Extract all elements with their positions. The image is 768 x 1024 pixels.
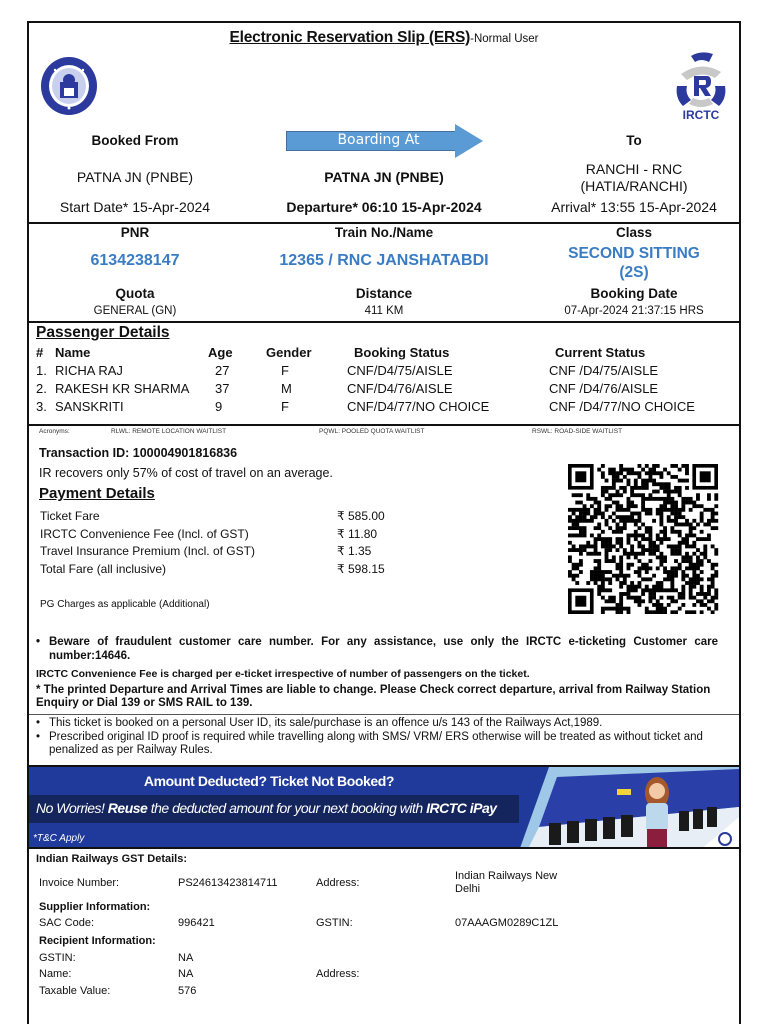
class-value: SECOND SITTING (2S) [568,245,700,281]
qr-code-icon [563,464,723,614]
payment-row-total: Total Fare (all inclusive) ₹ 598.15 [40,562,385,576]
train-info-section [29,223,739,323]
to-label: To [626,133,642,148]
rules-list [36,717,726,758]
irctc-ipay-banner[interactable] [29,765,739,849]
acronyms-row [29,427,739,439]
class-label: Class [615,225,653,240]
gst-recipient-gstin-row: GSTIN: NA [39,952,194,964]
gst-title: Indian Railways GST Details: [36,853,187,865]
irctc-logo-icon [669,48,733,122]
booking-date-value: 07-Apr-2024 21:37:15 HRS [564,305,704,317]
supplier-info-title: Supplier Information: [39,901,151,913]
payment-row: Ticket Fare ₹ 585.00 [40,509,385,523]
banner-headline: Amount Deducted? Ticket Not Booked? [143,773,395,789]
rule-item: • Prescribed original ID proof is required while travelling along with SMS/ VRM/ ERS otherwise will be treated as without ticket and penalized as per Railway Rules. [36,730,703,756]
document-title [29,29,739,47]
train-value: 12365 / RNC JANSHATABDI [279,252,489,269]
passenger-table-header: # Name Age Gender Booking Status Current Status [36,345,646,360]
passenger-details-title: Passenger Details [36,324,170,341]
booking-date-label: Booking Date [590,286,678,301]
journey-section [29,123,739,223]
gst-recipient-name-row: Name: NA Address: [39,968,360,980]
divider [29,424,739,426]
payment-details-title: Payment Details [39,485,155,502]
rule-item: • This ticket is booked on a personal User ID, its sale/purchase is an offence u/s 143 of the Railways Act,1989. [36,717,603,729]
acronym-item: RSWL: ROAD-SIDE WAITLIST [532,428,623,435]
gst-supplier-row: SAC Code: 996421 GSTIN: 07AAAGM0289C1ZL [39,917,559,929]
cost-recovery-note: IR recovers only 57% of cost of travel on an average. [39,466,333,480]
fraud-warning: • Beware of fraudulent customer care number. For any assistance, use only the IRCTC e-ticketing Customer care number:14646. [36,636,718,662]
start-date: Start Date* 15-Apr-2024 [59,199,211,215]
payment-row: IRCTC Convenience Fee (Incl. of GST) ₹ 11.80 [40,527,378,541]
timing-note: * The printed Departure and Arrival Times are liable to change. Please Check correct departure, arrival from Railway Station Enquiry or Dial 139 or SMS RAIL to 139. [36,684,711,709]
gst-taxable-row: Taxable Value: 576 [39,985,197,997]
pnr-label: PNR [120,225,150,240]
passenger-row: 3. SANSKRITI 9 F CNF/D4/77/NO CHOICE CNF /D4/77/NO CHOICE [36,399,695,414]
booked-from-label: Booked From [91,133,179,148]
indian-railways-logo-icon [40,56,98,116]
ers-document [27,21,741,1024]
pg-charges-note: PG Charges as applicable (Additional) [40,599,210,610]
boarding-station: PATNA JN (PNBE) [324,169,444,185]
boarding-at-label: Boarding At [337,132,420,148]
acronym-item: RLWL: REMOTE LOCATION WAITLIST [111,428,227,435]
passenger-row: 1. RICHA RAJ 27 F CNF/D4/75/AISLE CNF /D4/75/AISLE [36,363,659,378]
booked-from-station: PATNA JN (PNBE) [76,169,194,185]
pnr-value: 6134238147 [90,252,180,269]
distance-value: 411 KM [364,305,404,317]
svg-text:IRCTC: IRCTC [682,108,720,122]
quota-value: GENERAL (GN) [93,305,177,317]
banner-subtext: No Worries! Reuse the deducted amount for your next booking with IRCTC iPay [36,800,497,816]
acronym-item: PQWL: POOLED QUOTA WAITLIST [319,428,425,435]
boarding-at-arrow-icon [286,124,486,158]
distance-label: Distance [355,286,413,301]
train-label: Train No./Name [334,225,434,240]
gst-invoice-row: Invoice Number: PS24613423814711 Address: Indian Railways New Delhi [39,870,558,895]
recipient-info-title: Recipient Information: [39,935,156,947]
payment-row: Travel Insurance Premium (Incl. of GST) ₹ 1.35 [40,544,372,558]
passenger-details-section [29,323,739,425]
acronyms-label: Acronyms: [39,428,70,435]
title-subtitle: -Normal User [470,33,539,45]
passenger-row: 2. RAKESH KR SHARMA 37 M CNF/D4/76/AISLE CNF /D4/76/AISLE [36,381,659,396]
transaction-id: Transaction ID: 100004901816836 [39,446,238,460]
quota-label: Quota [115,286,155,301]
train-illustration-icon [519,767,739,849]
to-station: RANCHI - RNC (HATIA/RANCHI) [580,161,688,194]
departure-time: Departure* 06:10 15-Apr-2024 [286,199,482,215]
title-main: Electronic Reservation Slip (ERS) [229,29,471,46]
banner-terms: *T&C Apply [33,833,85,844]
arrival-time: Arrival* 13:55 15-Apr-2024 [551,199,717,215]
convenience-fee-note: IRCTC Convenience Fee is charged per e-ticket irrespective of number of passengers on the ticket. [36,668,530,680]
divider [29,714,739,715]
